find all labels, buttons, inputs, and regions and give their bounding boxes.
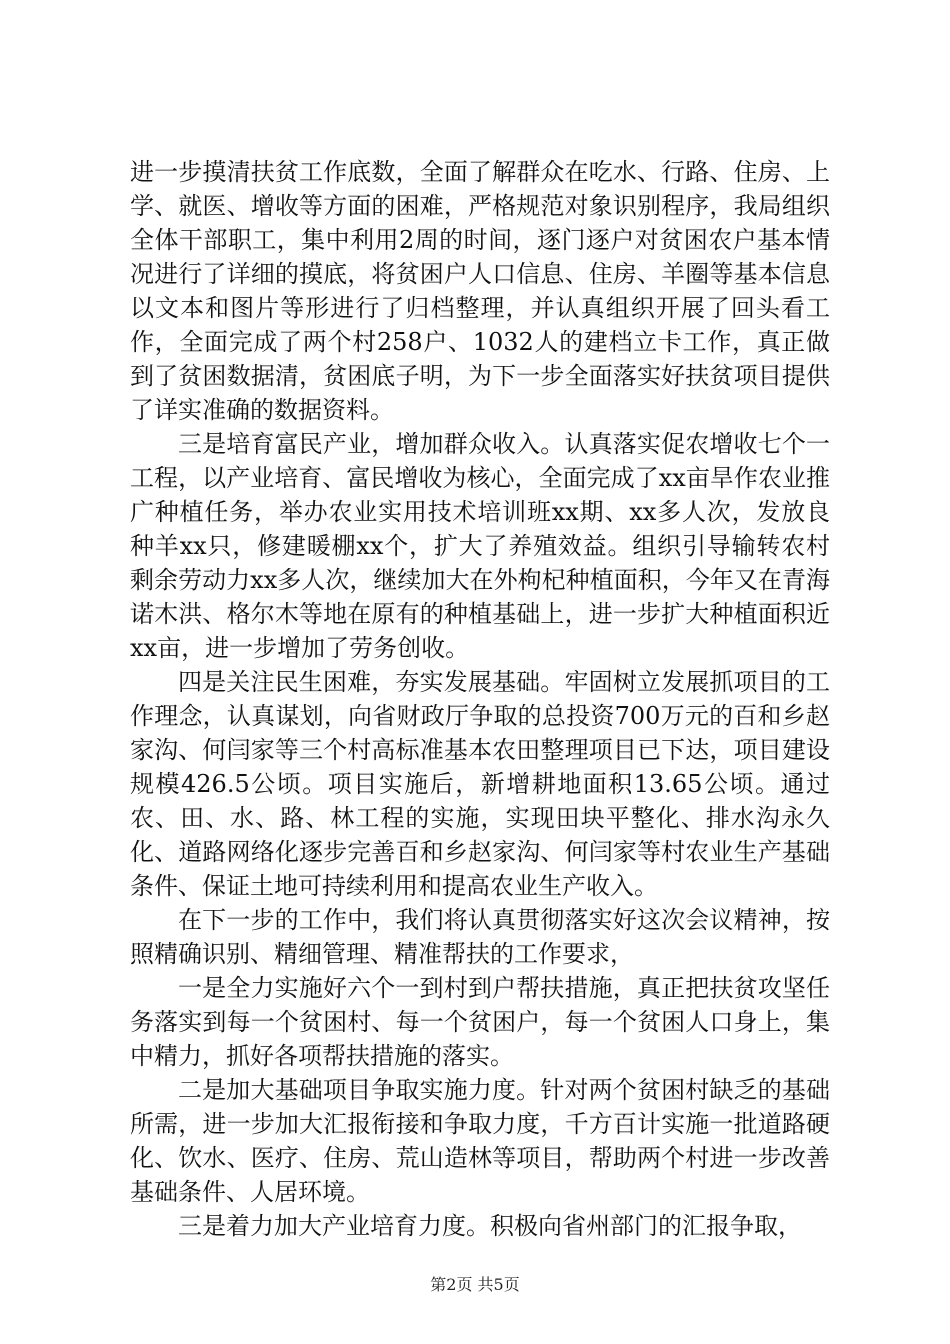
page-footer: 第2页 共5页 xyxy=(430,1275,520,1294)
paragraph-industry: 三是培育富民产业，增加群众收入。认真落实促农增收七个一工程，以产业培育、富民增收为核心，全面完成了xx亩旱作农业推广种植任务，举办农业实用技术培训班xx期、xx多人次，发放良种羊xx只，修建暖棚xx个，扩大了养殖效益。组织引导输转农村剩余劳动力xx多人次，继续加大在外枸杞种植面积，今年又在青海诺木洪、格尔木等地在原有的种植基础上，进一步扩大种植面积近xx亩，进一步增加了劳务创收。 xyxy=(130,430,830,662)
paragraph-point-two: 二是加大基础项目争取实施力度。针对两个贫困村缺乏的基础所需，进一步加大汇报衔接和争取力度，千方百计实施一批道路硬化、饮水、医疗、住房、荒山造林等项目，帮助两个村进一步改善基础条件、人居环境。 xyxy=(130,1076,830,1206)
paragraph-next-steps: 在下一步的工作中，我们将认真贯彻落实好这次会议精神，按照精确识别、精细管理、精准帮扶的工作要求， xyxy=(130,906,830,968)
paragraph-continuation: 进一步摸清扶贫工作底数，全面了解群众在吃水、行路、住房、上学、就医、增收等方面的困难，严格规范对象识别程序，我局组织全体干部职工，集中利用2周的时间，逐门逐户对贫困农户基本情况进行了详细的摸底，将贫困户人口信息、住房、羊圈等基本信息以文本和图片等形进行了归档整理，并认真组织开展了回头看工作，全面完成了两个村258户、1032人的建档立卡工作，真正做到了贫困数据清，贫困底子明，为下一步全面落实好扶贫项目提供了详实准确的数据资料。 xyxy=(130,158,830,424)
paragraph-point-one: 一是全力实施好六个一到村到户帮扶措施，真正把扶贫攻坚任务落实到每一个贫困村、每一个贫困户，每一个贫困人口身上，集中精力，抓好各项帮扶措施的落实。 xyxy=(130,974,830,1070)
paragraph-livelihood: 四是关注民生困难，夯实发展基础。牢固树立发展抓项目的工作理念，认真谋划，向省财政厅争取的总投资700万元的百和乡赵家沟、何闫家等三个村高标准基本农田整理项目已下达，项目建设规模426.5公顷。项目实施后，新增耕地面积13.65公顷。通过农、田、水、路、林工程的实施，实现田块平整化、排水沟永久化、道路网络化逐步完善百和乡赵家沟、何闫家等村农业生产基础条件、保证土地可持续利用和提高农业生产收入。 xyxy=(130,668,830,900)
document-body xyxy=(130,155,830,1243)
paragraph-point-three: 三是着力加大产业培育力度。积极向省州部门的汇报争取， xyxy=(178,1212,802,1240)
